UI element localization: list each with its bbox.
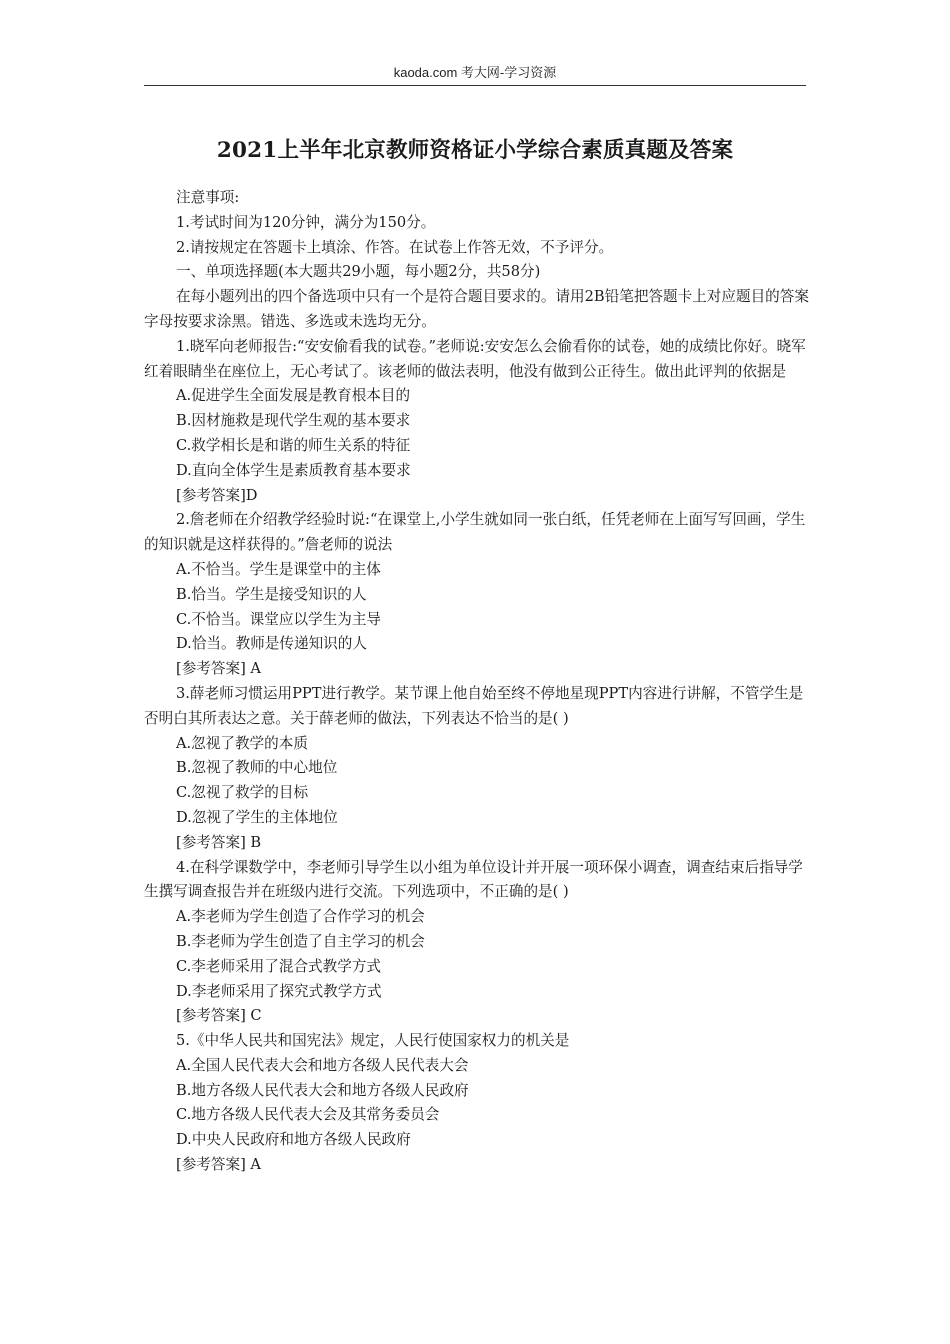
- document-title: 2021上半年北京教师资格证小学综合素质真题及答案: [216, 138, 734, 163]
- question-stem: 1.晓军向老师报告:“安安偷看我的试卷。”老师说:安安怎么会偷看你的试卷，她的成绩比你好。晓军红着眼睛坐在座位上，无心考试了。该老师的做法表明，他没有做到公正待生。做出此评判的依据是: [144, 337, 806, 380]
- reference-answer: [参考答案] B: [176, 833, 262, 851]
- page-header: kaoda.com 考大网-学习资源: [393, 65, 557, 80]
- header-rule: [144, 85, 806, 86]
- question-option: C.李老师采用了混合式教学方式: [176, 957, 382, 975]
- reference-answer: [参考答案] C: [176, 1007, 262, 1025]
- question-option: B.因材施救是现代学生观的基本要求: [176, 412, 411, 430]
- question-option: A.促进学生全面发展是教育根本目的: [176, 387, 411, 405]
- question-option: C.不恰当。课堂应以学生为主导: [176, 610, 382, 628]
- notice-item: 2.请按规定在答题卡上填涂、作答。在试卷上作答无效，不予评分。: [176, 238, 614, 256]
- reference-answer: [参考答案] A: [176, 660, 261, 678]
- question-option: A.不恰当。学生是课堂中的主体: [176, 560, 381, 578]
- question-option: D.忽视了学生的主体地位: [176, 808, 338, 826]
- question-option: D.李老师采用了探究式教学方式: [176, 982, 382, 1000]
- reference-answer: [参考答案]D: [176, 486, 258, 504]
- question-stem: 5.《中华人民共和国宪法》规定，人民行使国家权力的机关是: [176, 1032, 570, 1050]
- question-option: A.李老师为学生创造了合作学习的机会: [176, 908, 425, 926]
- question-option: C.救学相长是和谐的师生关系的特征: [176, 436, 411, 454]
- question-option: B.恰当。学生是接受知识的人: [176, 585, 367, 603]
- question-option: A.全国人民代表大会和地方各级人民代表大会: [176, 1056, 469, 1074]
- question-option: D.直向全体学生是素质教育基本要求: [176, 461, 411, 479]
- question-option: C.地方各级人民代表大会及其常务委员会: [176, 1106, 440, 1124]
- question-option: C.忽视了救学的目标: [176, 784, 309, 802]
- section-heading: 一、单项选择题(本大题共29小题，每小题2分，共58分): [176, 263, 541, 281]
- section-instruction: 在每小题列出的四个备选项中只有一个是符合题目要求的。请用2B铅笔把答题卡上对应题目的答案字母按要求涂黑。错选、多选或未选均无分。: [144, 288, 809, 330]
- question-option: B.李老师为学生创造了自主学习的机会: [176, 932, 425, 950]
- reference-answer: [参考答案] A: [176, 1156, 261, 1174]
- question-option: B.忽视了教师的中心地位: [176, 759, 338, 777]
- notice-item: 1.考试时间为120分钟，满分为150分。: [176, 213, 436, 231]
- question-stem: 2.詹老师在介绍教学经验时说:“在课堂上,小学生就如同一张白纸，任凭老师在上面写写回画，学生的知识就是这样获得的。”詹老师的说法: [144, 511, 806, 554]
- document-body: [144, 186, 816, 1178]
- question-option: B.地方各级人民代表大会和地方各级人民政府: [176, 1081, 469, 1099]
- question-option: A.忽视了教学的本质: [176, 734, 308, 752]
- question-stem: 3.薛老师习惯运用PPT进行教学。某节课上他自始至终不停地星现PPT内容进行讲解，不管学生是否明白其所表达之意。关于薛老师的做法，下列表达不恰当的是( ): [144, 684, 804, 727]
- notice-heading: 注意事项:: [176, 189, 240, 206]
- question-option: D.恰当。教师是传递知识的人: [176, 635, 367, 653]
- question-stem: 4.在科学课数学中，李老师引导学生以小组为单位设计并开展一项环保小调查，调查结束后指导学生撰写调查报告并在班级内进行交流。下列选项中，不正确的是( ): [144, 858, 803, 901]
- question-option: D.中央人民政府和地方各级人民政府: [176, 1131, 411, 1149]
